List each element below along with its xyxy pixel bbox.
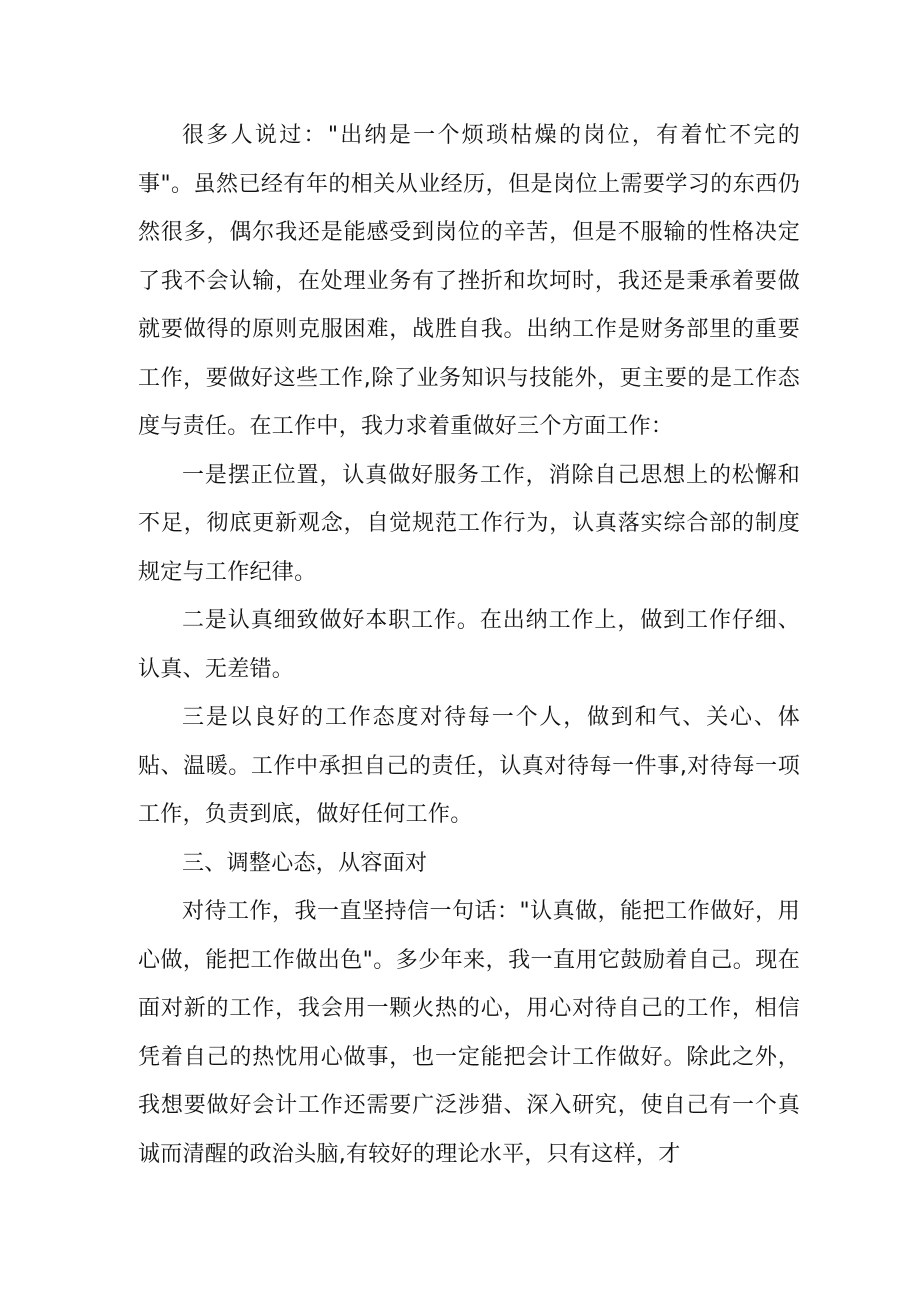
document-body — [138, 112, 800, 1179]
section-heading: 三、调整心态，从容面对 — [182, 850, 428, 876]
paragraph-intro: 很多人说过："出纳是一个烦琐枯燥的岗位，有着忙不完的事"。虽然已经有年的相关从业经历，但是岗位上需要学习的东西仍然很多，偶尔我还是能感受到岗位的辛苦，但是不服输的性格决定了我不会认输，在处理业务有了挫折和坎坷时，我还是秉承着要做就要做得的原则克服困难，战胜自我。出纳工作是财务部里的重要工作，要做好这些工作,除了业务知识与技能外，更主要的是工作态度与责任。在工作中，我力求着重做好三个方面工作： — [138, 123, 800, 439]
paragraph-attitude: 对待工作，我一直坚持信一句话："认真做，能把工作做好，用心做，能把工作做出色"。多少年来，我一直用它鼓励着自己。现在面对新的工作，我会用一颗火热的心，用心对待自己的工作，相信凭着自己的热忱用心做事，也一定能把会计工作做好。除此之外，我想要做好会计工作还需要广泛涉猎、深入研究，使自己有一个真诚而清醒的政治头脑,有较好的理论水平，只有这样，才 — [138, 899, 800, 1167]
paragraph-point-one: 一是摆正位置，认真做好服务工作，消除自己思想上的松懈和不足，彻底更新观念，自觉规范工作行为，认真落实综合部的制度规定与工作纪律。 — [138, 462, 800, 585]
paragraph-point-two: 二是认真细致做好本职工作。在出纳工作上，做到工作仔细、认真、无差错。 — [138, 608, 800, 682]
paragraph-point-three: 三是以良好的工作态度对待每一个人，做到和气、关心、体贴、温暖。工作中承担自己的责任，认真对待每一件事,对待每一项工作，负责到底，做好任何工作。 — [138, 705, 800, 827]
